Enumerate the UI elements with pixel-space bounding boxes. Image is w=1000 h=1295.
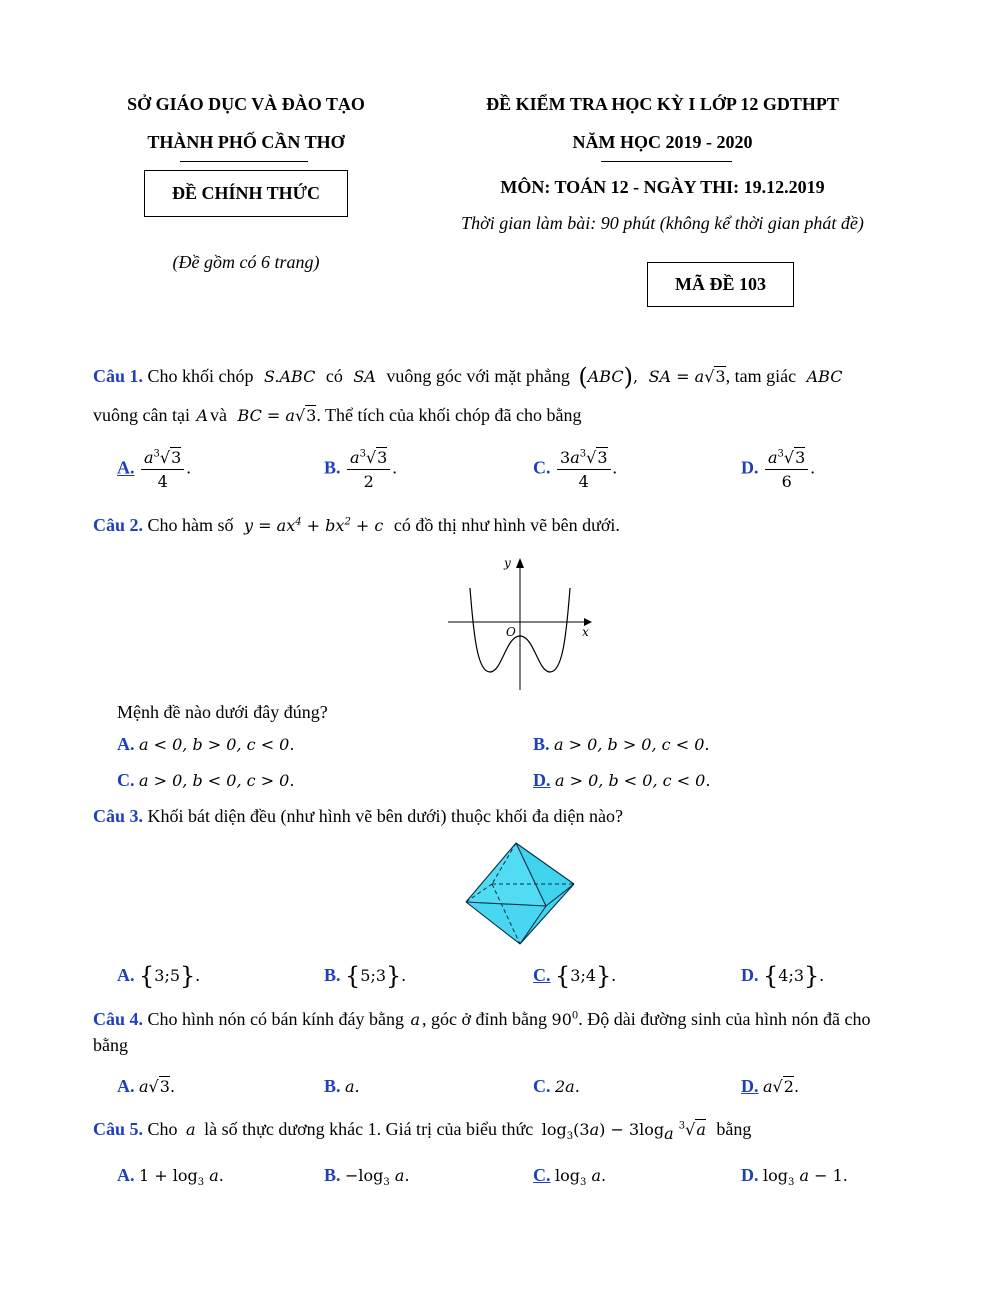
question-2-label: Câu 2. [93,515,144,535]
q2-option-c[interactable]: C. a > 0, b < 0, c > 0. [117,770,295,790]
question-1-line-2: vuông cân tại A và BC = a√3. Thể tích của khối chóp đã cho bằng [93,405,582,425]
q3-option-d[interactable]: D. {4;3}. [741,962,824,990]
q4-option-c[interactable]: C. 2a. [533,1076,580,1096]
q3-option-b[interactable]: B. {5;3}. [324,962,406,990]
exam-code-box [647,262,794,307]
question-2-line-1: Câu 2. Cho hàm số $y = ax^4 + bx^2 + c$ có đồ thị như hình vẽ bên dưới. [93,515,620,535]
q1-option-a[interactable]: A. $\frac{a^3√3}{4}$ . [117,448,191,491]
q5-option-d[interactable]: D. $\log_3 a - 1$. [741,1165,848,1189]
q1-option-d[interactable]: D. $\frac{a^3√3}{6}$ . [741,448,815,491]
official-box [144,170,348,217]
y-axis-arrow [516,558,524,568]
city-name: THÀNH PHỐ CẦN THƠ [147,132,345,152]
question-3-line-1: Câu 3. Khối bát diện đều (như hình vẽ bên dưới) thuộc khối đa diện nào? [93,806,623,826]
q5-option-b[interactable]: B. $-\log_3$ a. [324,1165,410,1189]
subject-date: MÔN: TOÁN 12 - NGÀY THI: 19.12.2019 [500,177,825,197]
exam-title: ĐỀ KIỂM TRA HỌC KỲ I LỚP 12 GDTHPT [486,94,839,114]
quartic-graph [440,550,600,695]
right-divider [601,161,732,162]
q4-option-b[interactable]: B. a. [324,1076,360,1096]
q4-option-d[interactable]: D. a√2. [741,1076,800,1096]
question-4-line-1: Câu 4. Cho hình nón có bán kính đáy bằng a , góc ở đỉnh bằng $90^0$. Độ dài đường sinh của hình nón đã cho [93,1009,871,1029]
question-5-label: Câu 5. [93,1119,144,1139]
q4-option-a[interactable]: A. a√3. [117,1076,176,1096]
exam-code: MÃ ĐỀ 103 [675,274,766,294]
department-name: SỞ GIÁO DỤC VÀ ĐÀO TẠO [127,94,365,114]
question-3-label: Câu 3. [93,806,144,826]
official-label: ĐỀ CHÍNH THỨC [171,183,321,203]
q2-option-b[interactable]: B. a > 0, b > 0, c < 0. [533,734,710,754]
q3-option-a[interactable]: A. {3;5}. [117,962,200,990]
question-5-line-1: Câu 5. Cho a là số thực dương khác 1. Giá trị của biểu thức $\log_3(3a) - 3\log_a$ $^3$√a bằng [93,1119,752,1144]
school-year: NĂM HỌC 2019 - 2020 [572,132,753,152]
question-4-line-2: bằng [93,1035,128,1055]
octahedron-figure [462,840,580,948]
left-divider [180,161,308,162]
time-note: Thời gian làm bài: 90 phút (không kể thời gian phát đề) [461,213,864,233]
pages-note: (Đề gồm có 6 trang) [172,252,320,272]
y-axis-label: y [504,556,511,570]
q1-option-c[interactable]: C. $\frac{3a^3√3}{4}$ . [533,448,617,491]
question-1-label: Câu 1. [93,366,144,386]
q2-option-d[interactable]: D. a > 0, b < 0, c < 0. [533,770,711,790]
x-axis-label: x [582,625,589,639]
q5-option-a[interactable]: A. $1 + \log_3 a$. [117,1165,224,1189]
q5-option-c[interactable]: C. $\log_3 a$. [533,1165,607,1189]
q2-option-a[interactable]: A. a < 0, b > 0, c < 0. [117,734,295,754]
origin-label: O [506,625,516,639]
q3-option-c[interactable]: C. {3;4}. [533,962,616,990]
q1-option-b[interactable]: B. $\frac{a^3√3}{2}$ . [324,448,397,491]
question-2-prompt: Mệnh đề nào dưới đây đúng? [117,702,328,722]
question-1-line-1: Câu 1. Cho khối chóp S.ABC có SA vuông góc với mặt phẳng (ABC), SA = a√3, tam giác ABC [93,363,843,391]
question-4-label: Câu 4. [93,1009,144,1029]
